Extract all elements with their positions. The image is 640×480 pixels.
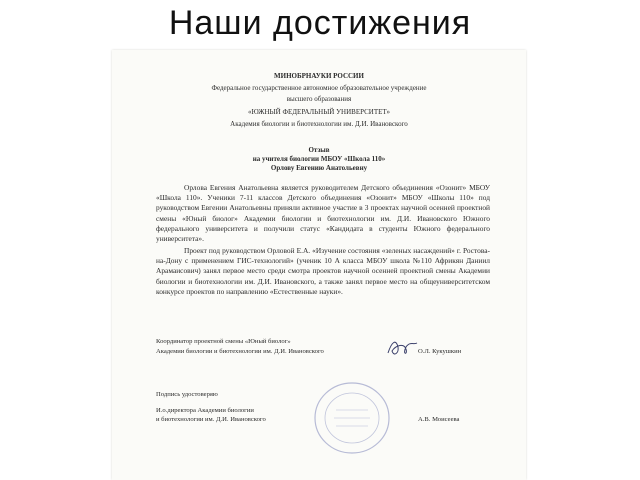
round-stamp bbox=[312, 380, 392, 456]
scanned-document bbox=[112, 50, 526, 480]
certify-label: Подпись удостоверяю bbox=[156, 391, 218, 398]
paragraph-2: Проект под руководством Орловой Е.А. «Изучение состояния «зеленых насаждений» г. Ростова-на-Дону с применением ГИС-технологий» (ученик 10 А класса МБОУ школа №110 Африкян Даниил Арамаисович) занял первое место среди смотра проектов научной осенней проектной смены Академии биологии и биотехнологии им. Д.И. Ивановского, а также занял первое место на общеуниверситетском конкурсе проектов по направлению «Естественные науки». bbox=[156, 246, 490, 296]
coordinator-name: О.Л. Кукушкин bbox=[418, 348, 462, 355]
coordinator-line-1: Координатор проектной смены «Юный биолог» bbox=[156, 338, 291, 345]
university-name: «ЮЖНЫЙ ФЕДЕРАЛЬНЫЙ УНИВЕРСИТЕТ» bbox=[248, 108, 390, 116]
slide-title: Наши достижения bbox=[168, 4, 472, 42]
review-title: Отзыв bbox=[308, 146, 330, 154]
paragraph-1: Орлова Евгения Анатольевна является руководителем Детского объединения «Озонит» МБОУ «Школа 110». Ученики 7-11 классов Детского объединения «Озонит» МБОУ «Школы 110» под руководством Евгении Анатольевны приняли активное участие в 3 проектах научной осенней проектной смены «Юный биолог» Академии биологии и биотехнологии им. Д.И. Ивановского Южного федерального университета и получили статус «Кандидата в студенты Южного федерального университета». bbox=[156, 183, 490, 244]
director-line-2: и биотехнологии им. Д.И. Ивановского bbox=[156, 416, 266, 423]
review-subject: на учителя биологии МБОУ «Школа 110» bbox=[252, 155, 386, 163]
director-line-1: И.о.директора Академии биологии bbox=[156, 407, 254, 414]
director-name: А.В. Моисеева bbox=[418, 416, 460, 423]
academy-name: Академия биологии и биотехнологии им. Д.И. Ивановского bbox=[230, 120, 408, 128]
review-name: Орлову Евгению Анатольевну bbox=[270, 164, 368, 172]
handwritten-signature bbox=[384, 335, 420, 361]
institution-line-2: высшего образования bbox=[286, 95, 352, 103]
institution-line-1: Федеральное государственное автономное образовательное учреждение bbox=[211, 84, 427, 92]
coordinator-line-2: Академии биологии и биотехнологии им. Д.И. Ивановского bbox=[156, 348, 324, 355]
ministry-header: МИНОБРНАУКИ РОССИИ bbox=[274, 72, 364, 80]
